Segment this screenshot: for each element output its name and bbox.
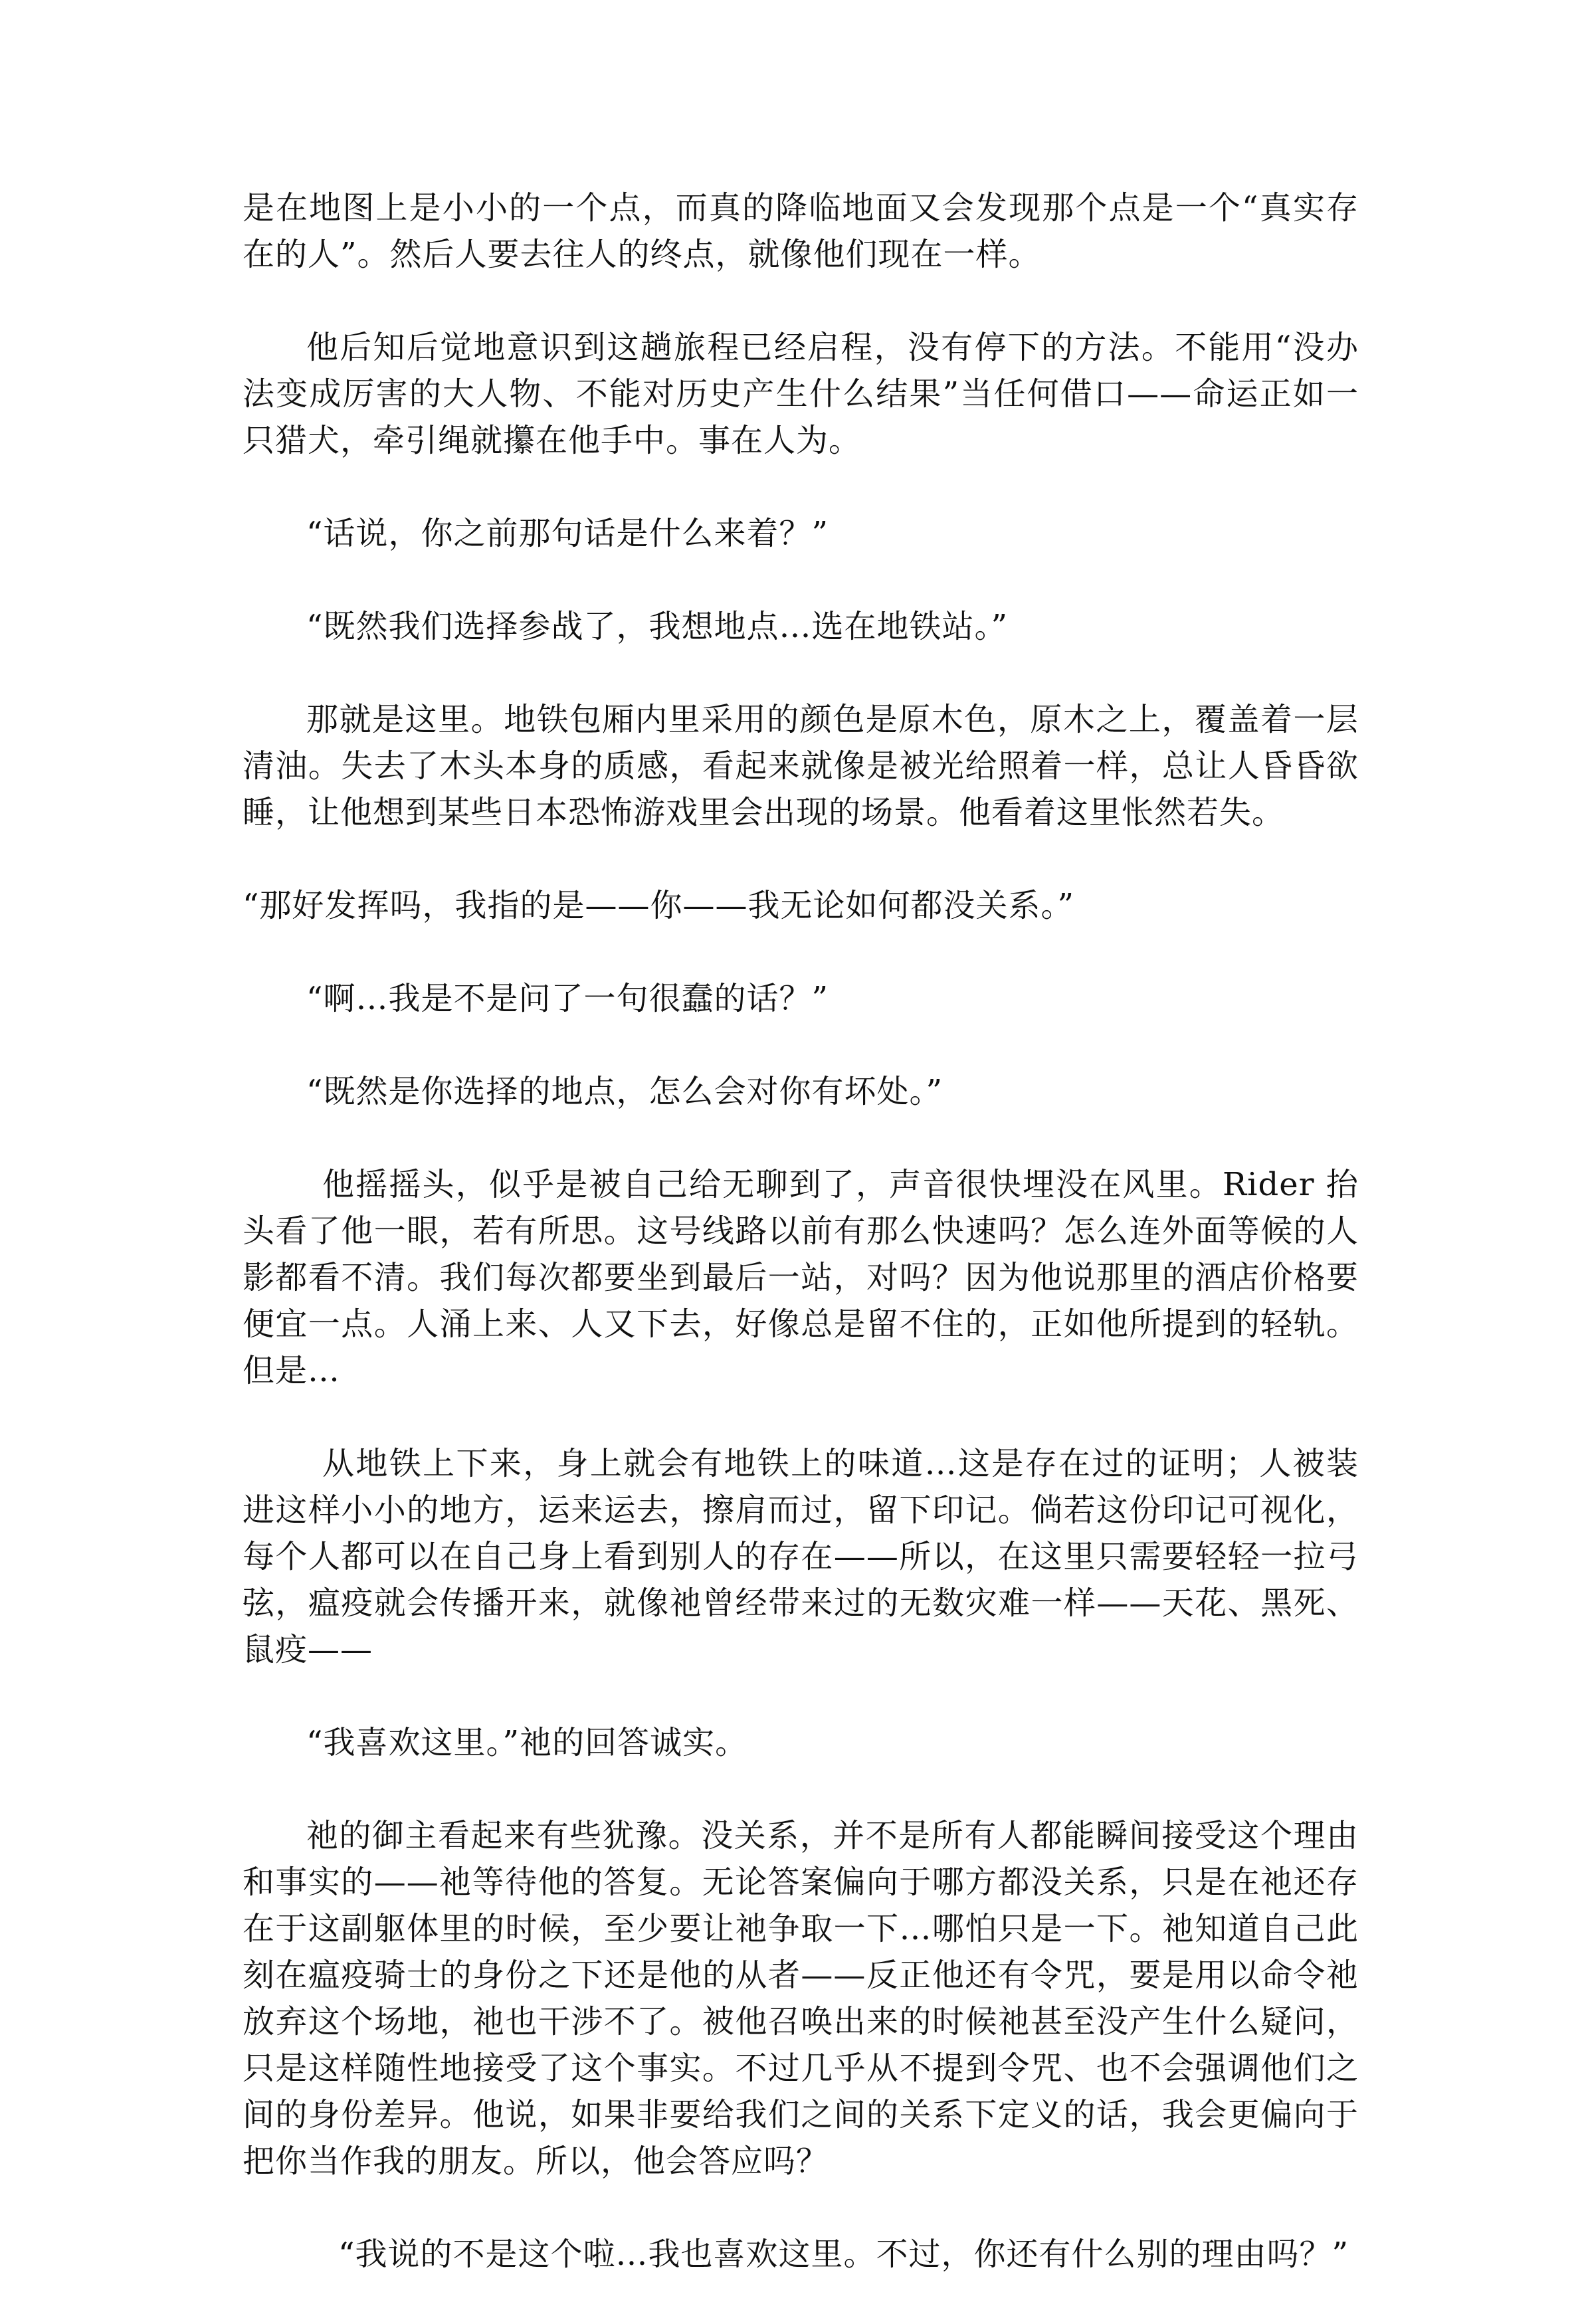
dialogue-line: “我说的不是这个啦…我也喜欢这里。不过，你还有什么别的理由吗？” [338,2236,1349,2273]
document-body [243,185,1359,2324]
dialogue-line: “啊…我是不是问了一句很蠢的话？” [306,980,829,1017]
dialogue-line: “我喜欢这里。”祂的回答诚实。 [306,1724,748,1761]
dialogue-line: “既然是你选择的地点，怎么会对你有坏处。” [306,1073,943,1110]
paragraph: 是在地图上是小小的一个点，而真的降临地面又会发现那个点是一个“真实存在的人”。然后人要去往人的终点，就像他们现在一样。 [243,189,1359,273]
paragraph: 那就是这里。地铁包厢内里采用的颜色是原木色，原木之上，覆盖着一层清油。失去了木头本身的质感，看起来就像是被光给照着一样，总让人昏昏欲睡，让他想到某些日本恐怖游戏里会出现的场景。他看着这里怅然若失。 [243,701,1359,831]
dialogue-line: “话说，你之前那句话是什么来着？” [306,515,829,552]
paragraph: 他后知后觉地意识到这趟旅程已经启程，没有停下的方法。不能用“没办法变成厉害的大人物、不能对历史产生什么结果”当任何借口——命运正如一只猎犬，牵引绳就攥在他手中。事在人为。 [243,329,1359,459]
paragraph: 从地铁上下来，身上就会有地铁上的味道…这是存在过的证明；人被装进这样小小的地方，运来运去，擦肩而过，留下印记。倘若这份印记可视化，每个人都可以在自己身上看到别人的存在——所以，在这里只需要轻轻一拉弓弦，瘟疫就会传播开来，就像祂曾经带来过的无数灾难一样——天花、黑死、鼠疫—— [243,1445,1359,1668]
paragraph: 他摇摇头，似乎是被自己给无聊到了，声音很快埋没在风里。Rider 抬头看了他一眼，若有所思。这号线路以前有那么快速吗？怎么连外面等候的人影都看不清。我们每次都要坐到最后一站，对吗？因为他说那里的酒店价格要便宜一点。人涌上来、人又下去，好像总是留不住的，正如他所提到的轻轨。但是… [243,1166,1359,1389]
dialogue-line: “既然我们选择参战了，我想地点…选在地铁站。” [306,608,1009,645]
dialogue-line: “那好发挥吗，我指的是——你——我无论如何都没关系。” [243,887,1075,924]
paragraph: 祂的御主看起来有些犹豫。没关系，并不是所有人都能瞬间接受这个理由和事实的——祂等待他的答复。无论答案偏向于哪方都没关系，只是在祂还存在于这副躯体里的时候，至少要让祂争取一下…哪怕只是一下。祂知道自己此刻在瘟疫骑士的身份之下还是他的从者——反正他还有令咒，要是用以命令祂放弃这个场地，祂也干涉不了。被他召唤出来的时候祂甚至没产生什么疑问，只是这样随性地接受了这个事实。不过几乎从不提到令咒、也不会强调他们之间的身份差异。他说，如果非要给我们之间的关系下定义的话，我会更偏向于把你当作我的朋友。所以，他会答应吗？ [243,1817,1359,2180]
